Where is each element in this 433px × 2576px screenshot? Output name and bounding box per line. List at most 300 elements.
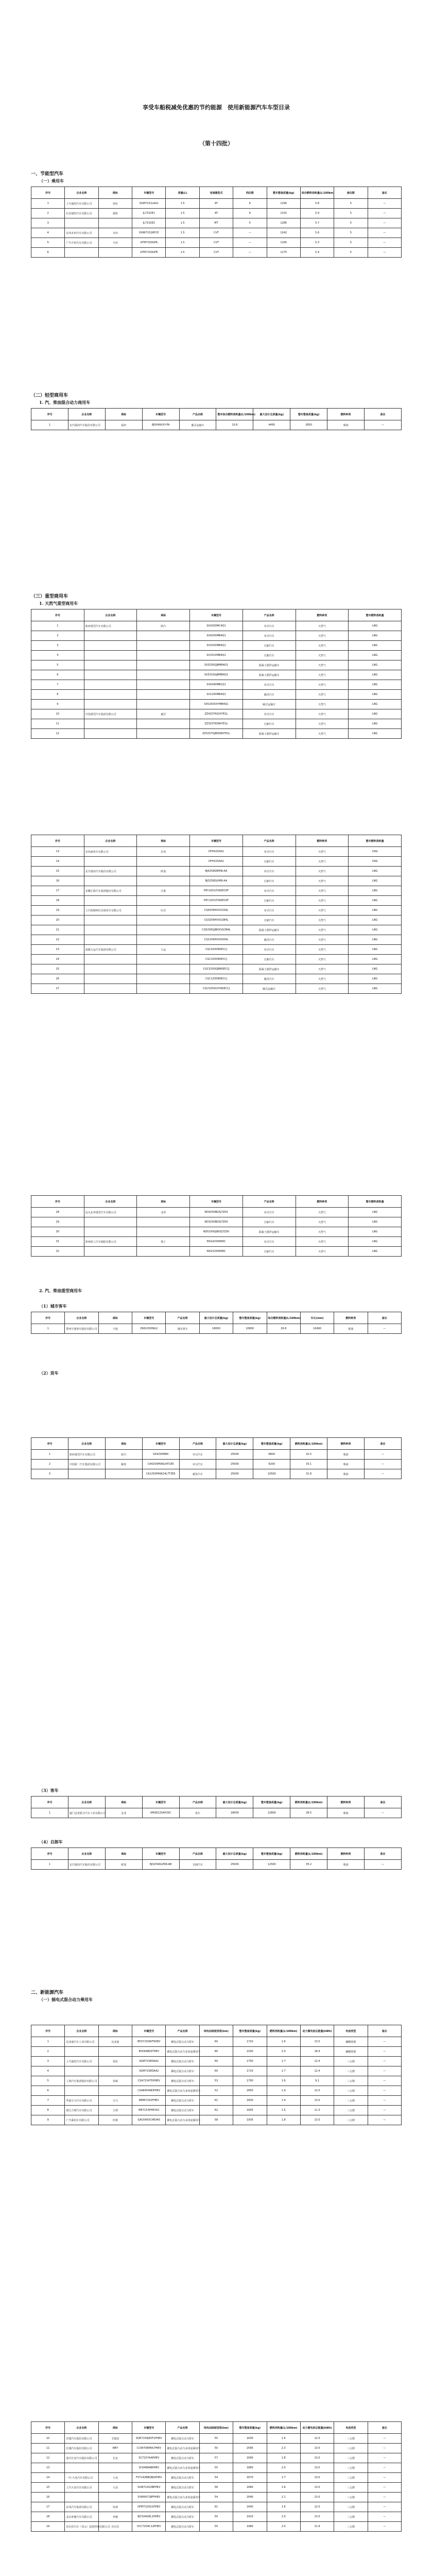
column-header: 商标 [105, 1797, 142, 1808]
table-cell: 19 [31, 2522, 65, 2532]
table-cell: CQ3256HXVG384L [190, 916, 243, 925]
table-cell: 天然气 [296, 955, 349, 964]
column-header: 企业名称 [84, 609, 137, 621]
column-header: 整车整备质量(kg) [233, 2422, 267, 2434]
table-cell: 57 [199, 2453, 233, 2463]
column-header: 综合燃料消耗量(L/100km) [300, 187, 334, 199]
table-cell: 插电式混合动力轿车 [166, 2483, 199, 2493]
table-cell [84, 690, 137, 700]
table-cell: 天然气 [296, 886, 349, 896]
table-cell: CA1250P66K24L7T3E5 [142, 1469, 179, 1479]
table-row [31, 1450, 402, 1460]
table-cell: LNG [349, 974, 402, 984]
table-cell [137, 670, 190, 680]
column-header: 商标 [137, 835, 190, 847]
table-cell: 13.0 [300, 2453, 334, 2463]
column-header: 燃料消耗量(L/100km) [290, 1797, 327, 1808]
column-header: 商标 [105, 1438, 142, 1450]
table-cell: 插电式混合动力轿车 [166, 2037, 199, 2047]
table-cell: 自卸汽车 [243, 955, 296, 964]
table-cell: 三元锂 [334, 2434, 368, 2444]
table-cell: 9.1 [300, 2076, 334, 2086]
table-cell: — [368, 248, 401, 258]
column-header: 动力蓄电池总能量(kWh) [300, 2025, 334, 2037]
table-cell: 插电式混合动力多用途乘用车 [166, 2463, 199, 2473]
table-cell: CNG [349, 847, 402, 857]
table-cell: 16 [31, 876, 84, 886]
table-cell [84, 1247, 137, 1257]
table-cell: 3 [31, 1469, 68, 1479]
table-cell: 柴油 [334, 1324, 368, 1334]
table-cell: 牵引汽车 [179, 1450, 216, 1460]
table-cell: 1935 [233, 2115, 267, 2125]
table-cell: 12.0 [300, 2434, 334, 2444]
column-header: 商标 [98, 2025, 132, 2037]
table-row [31, 651, 402, 660]
table-cell: 插电式混合动力轿车 [166, 2522, 199, 2532]
table-cell: 13.0 [300, 2473, 334, 2483]
table-cell: LNG [349, 690, 402, 700]
column-header: 燃料种类 [296, 1196, 349, 1208]
table-cell: CC6470RM0CPHEV [132, 2444, 166, 2453]
table-cell: CGC3250N5ECCJ [190, 955, 243, 964]
table-cell: 25 [31, 964, 84, 974]
column-header: 燃料种类 [327, 409, 365, 420]
table-cell: 1242 [267, 228, 300, 238]
table-cell: 三元锂 [334, 2115, 368, 2125]
table-cell: 13.0 [300, 2463, 334, 2473]
table-cell [137, 974, 190, 984]
table-row [31, 1247, 402, 1257]
table-cell: SX5250XXYMB4Q1 [190, 700, 243, 709]
table-cell: — [365, 1808, 402, 1818]
column-header: 序号 [31, 2422, 65, 2434]
table-cell: 陕西重型汽车有限公司 [68, 1450, 105, 1460]
table-cell: 东风本田汽车有限公司 [65, 228, 98, 238]
table-cell: 柴油 [327, 1469, 365, 1479]
table-cell: 陕西重型汽车有限公司 [84, 621, 137, 631]
section-heading: 一、节能型汽车 [31, 172, 64, 177]
table-cell [84, 984, 137, 994]
column-header: 燃料种类 [327, 1848, 365, 1860]
table-cell: 客车 [179, 1808, 216, 1818]
table-cell: 1.7 [267, 2066, 300, 2076]
table-cell: 20 [31, 916, 84, 925]
table-cell [137, 651, 190, 660]
table-row [31, 964, 402, 974]
table-cell: 天然气 [296, 729, 349, 739]
table-cell: 14 [31, 2473, 65, 2483]
table-cell: 天然气 [296, 896, 349, 906]
table-cell: 3 [31, 2057, 65, 2066]
table-cell [65, 248, 98, 258]
table-cell: HFC3251P1N5E33F [190, 896, 243, 906]
table-cell: 1720 [233, 2037, 267, 2047]
table-cell: 北汽福田汽车股份有限公司 [68, 420, 105, 430]
table-cell: 13 [31, 2463, 65, 2473]
column-header: 最大设计总质量(kg) [216, 1438, 253, 1450]
column-header: 商标 [98, 2422, 132, 2434]
table-cell [105, 1469, 142, 1479]
table-cell: BMW7202FHEV [132, 2096, 166, 2106]
table-cell: HFC4251P1N5E33F [190, 886, 243, 896]
table-cell: 天然气 [296, 641, 349, 651]
table-cell: 5 [233, 218, 267, 228]
table-cell: 2040 [233, 2493, 267, 2502]
table-cell: 60 [199, 2037, 233, 2047]
table-cell: 混凝土搅拌运输车 [243, 925, 296, 935]
table-cell: 29 [31, 1217, 84, 1227]
table-cell: 安徽江淮汽车集团股份有限公司 [84, 886, 137, 896]
table-cell: 6 [233, 209, 267, 218]
table-cell: LNG [349, 1217, 402, 1227]
table-cell: 31 [31, 1237, 84, 1247]
column-header: 商标 [98, 187, 132, 199]
table-cell: LNG [349, 886, 402, 896]
table-cell: 11 [31, 719, 84, 729]
column-header: 产品名称 [243, 835, 296, 847]
table-row [31, 729, 402, 739]
column-header: 商标 [105, 409, 142, 420]
table-header-row [31, 1848, 402, 1860]
table-cell: 61 [199, 2502, 233, 2512]
table-cell: 2 [31, 631, 84, 641]
table-cell: 5 [334, 209, 368, 218]
table-cell: 红岩 [137, 906, 190, 916]
table-cell [98, 2493, 132, 2502]
table-cell: 风神 [98, 2502, 132, 2512]
column-header: 车辆型号 [190, 609, 243, 621]
table-cell: 磷酸铁锂 [334, 2037, 368, 2047]
table-row [31, 2473, 402, 2483]
table-row [31, 641, 402, 651]
table-cell [137, 719, 190, 729]
table-cell: 56 [199, 2483, 233, 2493]
table-cell [98, 248, 132, 258]
table-cell [137, 641, 190, 651]
table-cell: 18 [31, 896, 84, 906]
table-cell: XMQ6125AYD5C [142, 1808, 179, 1818]
table-cell: 自卸汽车 [243, 641, 296, 651]
table-cell: 5.6 [300, 228, 334, 238]
table-cell [65, 2086, 98, 2096]
table-cell: 比亚迪 [98, 2037, 132, 2047]
table-cell: 自卸汽车 [243, 719, 296, 729]
table-cell: 1910 [233, 2512, 267, 2522]
table-cell: — [368, 2066, 401, 2076]
table-cell: 别克 [98, 199, 132, 209]
table-row [31, 690, 402, 700]
column-header: 备注 [368, 1312, 401, 1324]
table-header-row [31, 1797, 402, 1808]
table-row [31, 228, 402, 238]
table-cell: LNG [349, 670, 402, 680]
table-cell: 55 [199, 2463, 233, 2473]
column-header: 企业名称 [65, 1312, 98, 1324]
table-cell: — [368, 2483, 401, 2493]
table-cell: 混凝土搅拌运输车 [243, 1227, 296, 1237]
table-cell: 福田 [105, 420, 142, 430]
table-cell: 5.9 [300, 209, 334, 218]
table-cell: 2.0 [267, 2463, 300, 2473]
column-header: 燃料种类 [327, 1797, 365, 1808]
table-row [31, 886, 402, 896]
table-cell: LNG [349, 709, 402, 719]
column-header: 企业名称 [65, 2422, 98, 2434]
table-header-row [31, 1312, 402, 1324]
table-cell: 1605 [233, 2106, 267, 2115]
table-natural-gas-heavy-cont2 [31, 1195, 402, 1257]
table-cell: 2.1 [267, 2493, 300, 2502]
table-cell: 1 [31, 199, 65, 209]
table-cell: 牵引汽车 [243, 709, 296, 719]
table-phev-cars [31, 2025, 402, 2125]
table-buses [31, 1796, 402, 1818]
table-cell: 62 [199, 2106, 233, 2115]
column-header: 整车燃料消耗量 [349, 835, 402, 847]
table-row [31, 867, 402, 876]
table-row [31, 906, 402, 916]
table-cell: LNG [349, 680, 402, 690]
table-cell: 三元锂 [334, 2076, 368, 2086]
table-cell: 插电式混合动力轿车 [166, 2434, 199, 2444]
table-row [31, 1469, 402, 1479]
table-row [31, 935, 402, 945]
table-cell: 东风汽车集团有限公司 [65, 2502, 98, 2512]
table-cell: 6 [31, 670, 84, 680]
table-cell: 28 [31, 1208, 84, 1217]
table-cell: 三元锂 [334, 2512, 368, 2522]
table-row [31, 2076, 402, 2086]
column-header: 车辆型号 [142, 1797, 179, 1808]
table-cell: CNG [349, 857, 402, 867]
table-cell: 混凝土搅拌运输车 [243, 660, 296, 670]
table-cell: 插电式混合动力轿车 [166, 2066, 199, 2076]
table-cell: 混凝土搅拌运输车 [243, 964, 296, 974]
table-cell: JL7152E2 [132, 218, 166, 228]
table-cell [84, 1217, 137, 1227]
table-cell: — [233, 248, 267, 258]
table-cell [84, 641, 137, 651]
table-row [31, 955, 402, 964]
table-cell: LNG [349, 867, 402, 876]
table-cell: 60 [199, 2066, 233, 2076]
table-cell: 三元锂 [334, 2444, 368, 2453]
table-cell: CQ5256GJBHXVG384L [190, 925, 243, 935]
section-subheading: （4）自卸车 [39, 1839, 63, 1844]
table-cell: 16 [31, 2493, 65, 2502]
table-cell: 1700 [233, 2057, 267, 2066]
column-header: 纯电动续驶里程(km) [199, 2025, 233, 2037]
table-cell: CVT [199, 248, 233, 258]
column-header: 序号 [31, 2025, 65, 2037]
table-cell: 自卸汽车 [243, 651, 296, 660]
table-cell [65, 2463, 98, 2473]
table-cell: CGC1250N5ECCJ [190, 974, 243, 984]
table-cell: 天然气 [296, 1227, 349, 1237]
column-header: 整车燃料消耗量 [349, 1196, 402, 1208]
table-cell: 30 [31, 1227, 84, 1237]
table-cell: NXG3250N5KC [190, 1247, 243, 1257]
table-cell: 牵引汽车 [243, 906, 296, 916]
table-cell: — [368, 2434, 401, 2444]
table-cell: 1.5 [166, 228, 199, 238]
table-cell: 天然气 [296, 925, 349, 935]
table-cell: — [365, 1469, 402, 1479]
table-cell: LNG [349, 964, 402, 974]
table-cell: 21 [31, 925, 84, 935]
table-cell: 6 [31, 248, 65, 258]
table-cell: 25000 [216, 1469, 253, 1479]
table-cell: 26.5 [290, 1808, 327, 1818]
table-cell: 东风商用车有限公司 [84, 847, 137, 857]
table-cell: ZK6105HNG2 [132, 1324, 166, 1334]
table-cell: 牵引汽车 [243, 1237, 296, 1247]
table-cell: — [368, 1324, 401, 1334]
table-cell [84, 964, 137, 974]
table-cell: 33.1 [290, 1460, 327, 1469]
table-cell: 天然气 [296, 700, 349, 709]
table-row [31, 680, 402, 690]
table-cell: 50 [199, 2512, 233, 2522]
table-header-row [31, 1438, 402, 1450]
table-cell: 1830 [233, 2096, 267, 2106]
table-cell: 25000 [216, 1460, 253, 1469]
table-cell: 13.0 [300, 2096, 334, 2106]
table-cell: 牵引汽车 [243, 680, 296, 690]
column-header: 产品名称 [243, 1196, 296, 1208]
table-cell: 50 [199, 2444, 233, 2453]
table-cell: 2 [31, 2047, 65, 2057]
column-header: 整车燃料消耗量 [349, 609, 402, 621]
table-cell: 3 [31, 218, 65, 228]
column-header: 车长(mm) [300, 1312, 334, 1324]
table-cell: 1.7 [267, 2473, 300, 2483]
table-cell: CGC5250XXYN5ECCJ [190, 984, 243, 994]
table-cell: ND4250BG5J7Z00 [190, 1208, 243, 1217]
table-cell: LNG [349, 906, 402, 916]
table-cell: 天然气 [296, 974, 349, 984]
table-cell: — [368, 2076, 401, 2086]
table-cell: 磷酸铁锂 [334, 2047, 368, 2057]
section-subheading: （一）乘用车 [39, 178, 64, 183]
table-cell: 1 [31, 2037, 65, 2047]
table-cell: 1.6 [267, 2076, 300, 2086]
table-cell: 上海汽车集团股份有限公司 [65, 2076, 98, 2086]
column-header: 车辆型号 [142, 1438, 179, 1450]
table-cell [84, 925, 137, 935]
table-cell: SQR7150J60T1PHEV [132, 2434, 166, 2444]
table-cell: SX4180MB1Q1 [190, 680, 243, 690]
table-cell: 三元锂 [334, 2502, 368, 2512]
table-cell: DHW7152RFCE [132, 228, 166, 238]
table-cell: LNG [349, 660, 402, 670]
column-header: 序号 [31, 1438, 68, 1450]
table-cell: 三元锂 [334, 2086, 368, 2096]
table-cell [137, 1227, 190, 1237]
table-cell: 32 [31, 1247, 84, 1257]
table-cell: — [365, 1450, 402, 1460]
table-cell: SC6468ABPHEV [132, 2463, 166, 2473]
table-cell: 4 [31, 651, 84, 660]
column-header: 整车整备质量(kg) [290, 409, 327, 420]
table-cell: 牵引汽车 [243, 886, 296, 896]
table-cell: LNG [349, 935, 402, 945]
table-cell: 1 [31, 420, 68, 430]
column-header: 燃料消耗量(L/100km) [267, 2025, 300, 2037]
table-cell [84, 857, 137, 867]
table-row [31, 631, 402, 641]
table-cell: 插电式混合动力轿车 [166, 2502, 199, 2512]
table-cell: 18000 [216, 1808, 253, 1818]
table-cell: 北汽福田汽车股份有限公司 [68, 1860, 105, 1870]
column-header: 企业名称 [65, 187, 98, 199]
table-cell: — [368, 2502, 401, 2512]
section-subheading: 2. 汽、柴油重型商用车 [39, 1288, 82, 1293]
table-row [31, 1237, 402, 1247]
column-header: 车辆型号 [132, 2025, 166, 2037]
table-cell: 1.6 [267, 2502, 300, 2512]
column-header: 整车综合燃料消耗量(L/100km) [216, 409, 253, 420]
table-cell: 长安 [98, 2453, 132, 2463]
table-cell: 金龙 [105, 1808, 142, 1818]
table-cell: 2650 [290, 420, 327, 430]
column-header: 整车整备质量(kg) [233, 1312, 267, 1324]
table-cell: 1 [31, 1860, 68, 1870]
table-cell: 52 [199, 2086, 233, 2096]
table-cell [137, 964, 190, 974]
table-cell: 9200 [253, 1460, 290, 1469]
table-cell: 4 [31, 2066, 65, 2076]
table-cell: 天然气 [296, 935, 349, 945]
table-cell [84, 651, 137, 660]
table-cell: 18.4 [300, 2047, 334, 2057]
table-cell: 天然气 [296, 680, 349, 690]
table-cell: 9 [31, 700, 84, 709]
table-cell: 2200 [233, 2047, 267, 2057]
table-cell: SX1250MB4Q1 [190, 690, 243, 700]
table-cell: 6 [233, 199, 267, 209]
table-cell: 天然气 [296, 1247, 349, 1257]
table-cell: 58 [199, 2115, 233, 2125]
table-row [31, 709, 402, 719]
table-header-row [31, 409, 402, 420]
table-row [31, 896, 402, 906]
table-cell: 12.0 [300, 2086, 334, 2096]
table-cell: 奇瑞汽车股份有限公司 [65, 2434, 98, 2444]
table-cell: 东风 [137, 847, 190, 857]
table-cell: 61 [199, 2096, 233, 2106]
table-cell [65, 2493, 98, 2502]
doc-title: 享受车船税减免优惠的节约能源 使用新能源汽车车型目录 [143, 104, 290, 111]
table-cell: 1700 [233, 2076, 267, 2086]
table-cell: — [368, 2444, 401, 2453]
column-header: 备注 [365, 1797, 402, 1808]
table-cell: 自卸汽车 [243, 857, 296, 867]
table-cell: 1.9 [267, 2096, 300, 2106]
table-row [31, 2115, 402, 2125]
table-cell: 80 [199, 2047, 233, 2057]
table-cell: 插电式混合动力轿车 [166, 2106, 199, 2115]
table-natural-gas-heavy [31, 609, 402, 739]
table-row [31, 2502, 402, 2512]
table-cell: CA4250P66K24T1E5 [142, 1460, 179, 1469]
table-cell: 长城汽车股份有限公司 [65, 2444, 98, 2453]
column-header: 动力蓄电池总能量(kWh) [300, 2422, 334, 2434]
table-row [31, 974, 402, 984]
table-cell: 1.8 [267, 2453, 300, 2463]
table-cell [137, 955, 190, 964]
